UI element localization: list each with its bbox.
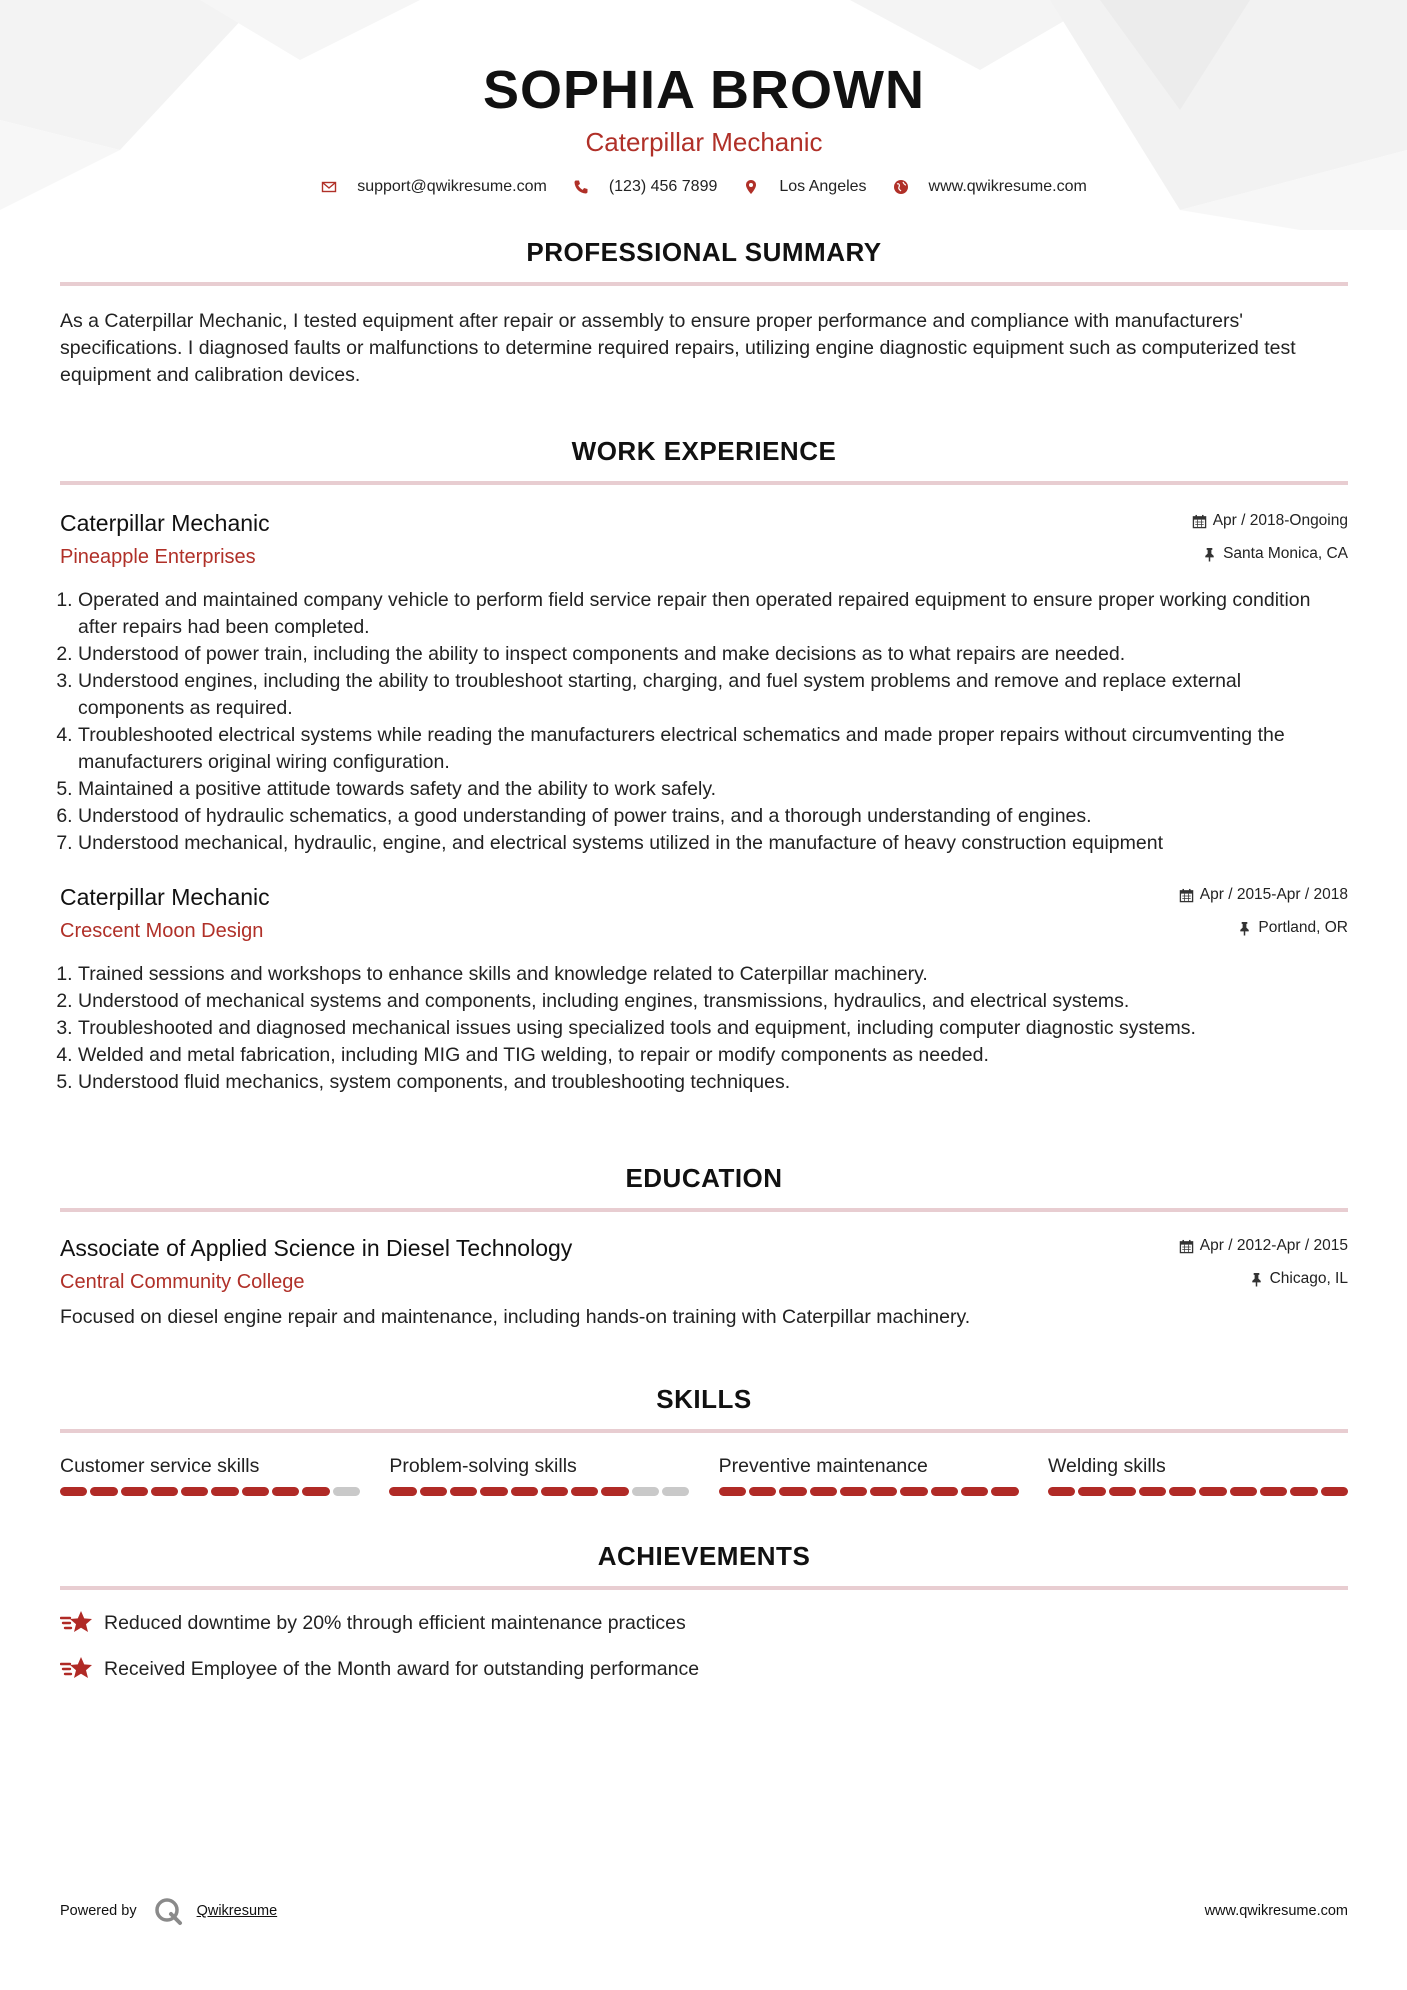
list-item: 3. Troubleshooted and diagnosed mechanical issues using specialized tools and equipment, including computer diagnostic systems. bbox=[78, 1015, 1348, 1042]
achievement-text: Received Employee of the Month award for outstanding performance bbox=[104, 1658, 700, 1680]
qwikresume-brand-link[interactable]: Qwikresume bbox=[196, 1903, 278, 1919]
skill-segment-filled bbox=[1199, 1487, 1226, 1496]
job-entry bbox=[60, 883, 1348, 1096]
achievements-section bbox=[60, 1540, 1348, 1684]
degree-title: Associate of Applied Science in Diesel Technology bbox=[60, 1235, 573, 1261]
skill-segment-filled bbox=[420, 1487, 447, 1496]
skill-item bbox=[389, 1453, 689, 1496]
contact-location bbox=[743, 178, 866, 196]
skill-segment-empty bbox=[662, 1487, 689, 1496]
job-meta bbox=[1192, 509, 1348, 566]
skill-segment-filled bbox=[1290, 1487, 1317, 1496]
achievements-heading: ACHIEVEMENTS bbox=[597, 1541, 811, 1571]
calendar-icon bbox=[1179, 888, 1194, 903]
phone-icon bbox=[573, 179, 589, 195]
skill-segment-empty bbox=[632, 1487, 659, 1496]
list-item: 1. Operated and maintained company vehicle to perform field service repair then operated repaired equipment to ensure proper working condition after repairs had been completed. bbox=[78, 587, 1348, 641]
section-divider bbox=[60, 1208, 1348, 1212]
list-item: 4. Troubleshooted electrical systems while reading the manufacturers electrical schematics and made proper repairs without circumventing the manufacturers original wiring configuration. bbox=[78, 722, 1348, 776]
skill-segment-filled bbox=[931, 1487, 958, 1496]
job-title: Caterpillar Mechanic bbox=[60, 510, 270, 536]
achievement-item bbox=[60, 1608, 1348, 1638]
skill-segment-filled bbox=[719, 1487, 746, 1496]
education-heading: EDUCATION bbox=[625, 1163, 783, 1193]
skill-level-bar bbox=[60, 1487, 360, 1496]
list-item: 2. Understood of power train, including the ability to inspect components and make decisions as to what repairs are needed. bbox=[78, 641, 1348, 668]
job-entry bbox=[60, 509, 1348, 857]
contact-phone-text: (123) 456 7899 bbox=[608, 178, 718, 195]
education-meta bbox=[1179, 1234, 1348, 1291]
skill-segment-filled bbox=[1109, 1487, 1136, 1496]
achievement-item bbox=[60, 1654, 1348, 1684]
skill-segment-filled bbox=[810, 1487, 837, 1496]
skill-name: Customer service skills bbox=[60, 1455, 260, 1477]
skill-name: Welding skills bbox=[1047, 1455, 1166, 1477]
skill-level-bar bbox=[719, 1487, 1019, 1496]
education-section bbox=[60, 1162, 1348, 1331]
skill-name: Preventive maintenance bbox=[718, 1455, 928, 1477]
pushpin-icon bbox=[1237, 921, 1252, 936]
list-item: 3. Understood engines, including the ability to troubleshoot starting, charging, and fuel system problems and remove and replace external components as required. bbox=[78, 668, 1348, 722]
skill-segment-filled bbox=[181, 1487, 208, 1496]
experience-heading: WORK EXPERIENCE bbox=[571, 436, 837, 466]
list-item: 1. Trained sessions and workshops to enhance skills and knowledge related to Caterpillar machinery. bbox=[78, 961, 1348, 988]
list-item: 6. Understood of hydraulic schematics, a good understanding of power trains, and a thorough understanding of engines. bbox=[78, 803, 1348, 830]
list-item: 7. Understood mechanical, hydraulic, engine, and electrical systems utilized in the manufacture of heavy construction equipment bbox=[78, 830, 1348, 857]
skill-segment-empty bbox=[333, 1487, 360, 1496]
skill-segment-filled bbox=[900, 1487, 927, 1496]
skill-segment-filled bbox=[870, 1487, 897, 1496]
qwikresume-logo-icon bbox=[153, 1896, 183, 1926]
powered-by-label: Powered by bbox=[60, 1903, 137, 1919]
section-divider bbox=[60, 1429, 1348, 1433]
skill-segment-filled bbox=[840, 1487, 867, 1496]
section-divider bbox=[60, 481, 1348, 485]
skill-segment-filled bbox=[60, 1487, 87, 1496]
company-name: Pineapple Enterprises bbox=[60, 546, 256, 568]
skill-segment-filled bbox=[779, 1487, 806, 1496]
company-name: Crescent Moon Design bbox=[60, 920, 264, 942]
calendar-icon bbox=[1179, 1239, 1194, 1254]
duty-list bbox=[60, 587, 1348, 857]
contact-bar bbox=[60, 178, 1348, 196]
skill-segment-filled bbox=[541, 1487, 568, 1496]
skill-segment-filled bbox=[121, 1487, 148, 1496]
skill-level-bar bbox=[389, 1487, 689, 1496]
skill-item bbox=[719, 1453, 1019, 1496]
skill-segment-filled bbox=[1260, 1487, 1287, 1496]
skills-list bbox=[60, 1453, 1348, 1496]
globe-icon bbox=[893, 179, 909, 195]
skill-segment-filled bbox=[1048, 1487, 1075, 1496]
candidate-title: Caterpillar Mechanic bbox=[585, 127, 823, 157]
envelope-icon bbox=[321, 179, 337, 195]
job-location: Santa Monica, CA bbox=[1223, 545, 1348, 562]
pushpin-icon bbox=[1249, 1272, 1264, 1287]
skill-name: Problem-solving skills bbox=[389, 1455, 577, 1477]
skill-segment-filled bbox=[601, 1487, 628, 1496]
summary-heading: PROFESSIONAL SUMMARY bbox=[526, 237, 882, 267]
calendar-icon bbox=[1192, 514, 1207, 529]
job-dates: Apr / 2018-Ongoing bbox=[1212, 512, 1348, 529]
skill-item bbox=[60, 1453, 360, 1496]
contact-website[interactable] bbox=[893, 178, 1087, 196]
summary-text: As a Caterpillar Mechanic, I tested equipment after repair or assembly to ensure proper performance and compliance with manufacturers' specifications. I diagnosed faults or malfunctions to determine required repairs, utilizing engine diagnostic equipment such as computerized test equipment and calibration devices. bbox=[60, 310, 1296, 386]
experience-section bbox=[60, 435, 1348, 1096]
education-description: Focused on diesel engine repair and maintenance, including hands-on training with Caterpillar machinery. bbox=[60, 1306, 971, 1328]
list-item: 5. Understood fluid mechanics, system components, and troubleshooting techniques. bbox=[78, 1069, 1348, 1096]
skill-segment-filled bbox=[1321, 1487, 1348, 1496]
skill-segment-filled bbox=[211, 1487, 238, 1496]
skill-segment-filled bbox=[1169, 1487, 1196, 1496]
contact-website-text: www.qwikresume.com bbox=[928, 178, 1087, 195]
skills-heading: SKILLS bbox=[656, 1384, 752, 1414]
list-item: 4. Welded and metal fabrication, including MIG and TIG welding, to repair or modify components as needed. bbox=[78, 1042, 1348, 1069]
list-item: 5. Maintained a positive attitude towards safety and the ability to work safely. bbox=[78, 776, 1348, 803]
job-title: Caterpillar Mechanic bbox=[60, 884, 270, 910]
contact-email-text: support@qwikresume.com bbox=[357, 178, 547, 195]
shooting-star-icon bbox=[60, 1654, 94, 1684]
skill-segment-filled bbox=[450, 1487, 477, 1496]
summary-section bbox=[60, 236, 1348, 389]
skill-segment-filled bbox=[1078, 1487, 1105, 1496]
skill-segment-filled bbox=[961, 1487, 988, 1496]
job-dates: Apr / 2015-Apr / 2018 bbox=[1199, 886, 1348, 903]
resume-header bbox=[60, 0, 1348, 196]
skill-segment-filled bbox=[90, 1487, 117, 1496]
candidate-name: SOPHIA BROWN bbox=[483, 60, 925, 120]
job-location: Portland, OR bbox=[1258, 919, 1348, 936]
skill-segment-filled bbox=[1230, 1487, 1257, 1496]
skill-segment-filled bbox=[480, 1487, 507, 1496]
skill-segment-filled bbox=[272, 1487, 299, 1496]
education-entry bbox=[60, 1234, 1348, 1331]
skill-level-bar bbox=[1048, 1487, 1348, 1496]
school-name: Central Community College bbox=[60, 1271, 305, 1293]
skill-segment-filled bbox=[302, 1487, 329, 1496]
education-location: Chicago, IL bbox=[1269, 1270, 1348, 1287]
section-divider bbox=[60, 282, 1348, 286]
contact-location-text: Los Angeles bbox=[779, 178, 867, 195]
pushpin-icon bbox=[1202, 547, 1217, 562]
contact-email[interactable] bbox=[321, 178, 547, 196]
skill-segment-filled bbox=[991, 1487, 1018, 1496]
resume-page bbox=[60, 0, 1348, 1684]
footer-website[interactable]: www.qwikresume.com bbox=[1204, 1903, 1348, 1919]
education-dates: Apr / 2012-Apr / 2015 bbox=[1199, 1237, 1348, 1254]
map-pin-icon bbox=[743, 179, 759, 195]
job-meta bbox=[1179, 883, 1348, 940]
skill-segment-filled bbox=[151, 1487, 178, 1496]
skill-segment-filled bbox=[389, 1487, 416, 1496]
skills-section bbox=[60, 1383, 1348, 1496]
skill-segment-filled bbox=[749, 1487, 776, 1496]
shooting-star-icon bbox=[60, 1608, 94, 1638]
list-item: 2. Understood of mechanical systems and components, including engines, transmissions, hydraulics, and electrical systems. bbox=[78, 988, 1348, 1015]
skill-segment-filled bbox=[242, 1487, 269, 1496]
skill-segment-filled bbox=[571, 1487, 598, 1496]
skill-segment-filled bbox=[1139, 1487, 1166, 1496]
page-footer bbox=[60, 1896, 1348, 1926]
achievement-text: Reduced downtime by 20% through efficient maintenance practices bbox=[104, 1612, 686, 1634]
duty-list bbox=[60, 961, 1348, 1096]
skill-item bbox=[1048, 1453, 1348, 1496]
skill-segment-filled bbox=[511, 1487, 538, 1496]
section-divider bbox=[60, 1586, 1348, 1590]
contact-phone[interactable] bbox=[573, 178, 718, 196]
